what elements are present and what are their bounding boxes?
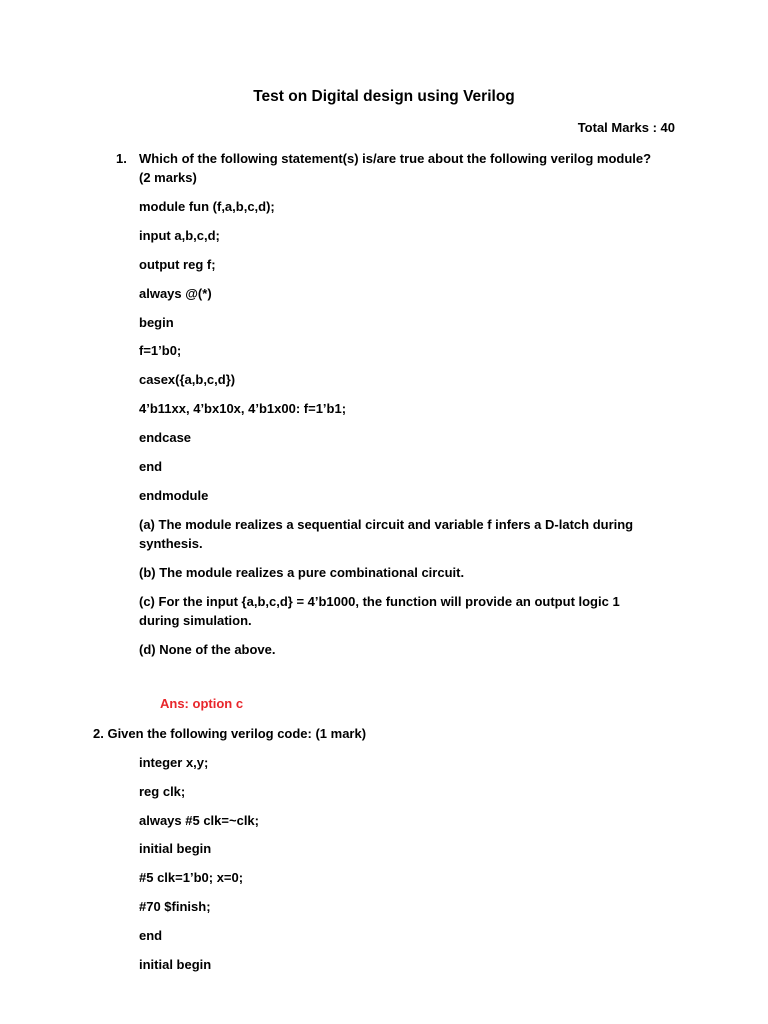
q1-code-line: endmodule xyxy=(139,488,209,503)
q1-code-line: casex({a,b,c,d}) xyxy=(139,372,236,387)
q1-code-line: begin xyxy=(139,315,174,330)
page-title: Test on Digital design using Verilog xyxy=(253,88,515,105)
q1-option-a-line1: (a) The module realizes a sequential circuit and variable f infers a D-latch during xyxy=(139,517,634,532)
q2-code-line: initial begin xyxy=(139,957,212,972)
total-marks: Total Marks : 40 xyxy=(577,120,675,135)
q1-option-c-line2: during simulation. xyxy=(139,613,252,628)
q1-answer: Ans: option c xyxy=(160,696,244,711)
q1-question-line1: Which of the following statement(s) is/are true about the following verilog module? xyxy=(139,151,652,166)
q1-number: 1. xyxy=(116,151,127,166)
q2-question: 2. Given the following verilog code: (1 mark) xyxy=(93,726,367,741)
q2-code-line: integer x,y; xyxy=(139,755,209,770)
q2-code-line: #70 $finish; xyxy=(139,899,211,914)
q1-option-b: (b) The module realizes a pure combinational circuit. xyxy=(139,565,465,580)
q2-code-line: reg clk; xyxy=(139,784,186,799)
q2-code-line: always #5 clk=~clk; xyxy=(139,813,259,828)
q2-code-line: #5 clk=1’b0; x=0; xyxy=(139,870,244,885)
q1-option-a-line2: synthesis. xyxy=(139,536,203,551)
q1-code-line: f=1’b0; xyxy=(139,343,182,358)
q1-code-line: output reg f; xyxy=(139,257,216,272)
q1-code-line: module fun (f,a,b,c,d); xyxy=(139,199,275,214)
q1-code-line: endcase xyxy=(139,430,192,445)
q2-code-line: end xyxy=(139,928,163,943)
q1-question-line2: (2 marks) xyxy=(139,170,197,185)
q1-option-c-line1: (c) For the input {a,b,c,d} = 4’b1000, the function will provide an output logic 1 xyxy=(139,594,620,609)
q1-code-line: 4’b11xx, 4’bx10x, 4’b1x00: f=1’b1; xyxy=(139,401,347,416)
q1-code-line: end xyxy=(139,459,163,474)
q1-option-d: (d) None of the above. xyxy=(139,642,276,657)
q1-code-line: always @(*) xyxy=(139,286,212,301)
q1-code-line: input a,b,c,d; xyxy=(139,228,220,243)
q2-code-line: initial begin xyxy=(139,841,212,856)
